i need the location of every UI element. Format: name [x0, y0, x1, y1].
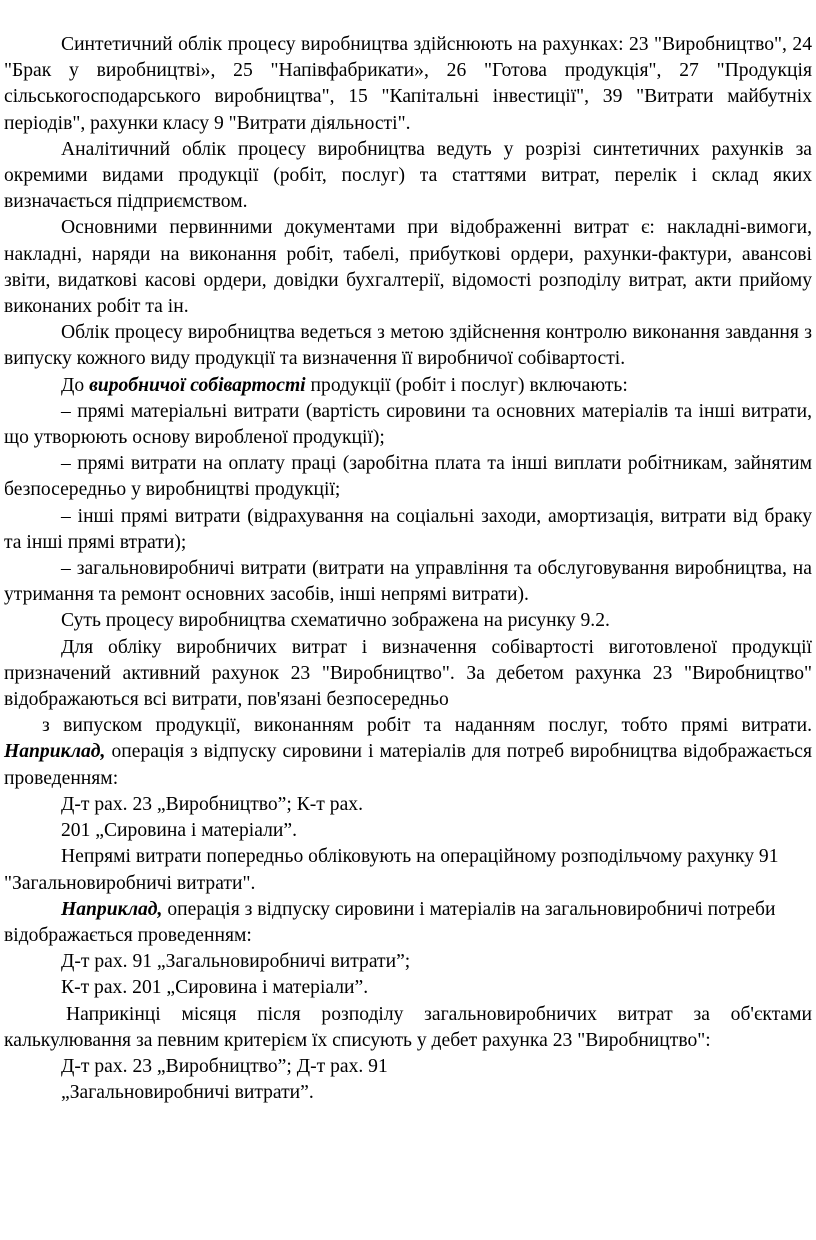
- paragraph-production-cost-intro: [4, 373, 812, 399]
- paragraph-month-end-allocation: Наприкінці місяця після розподілу загальновиробничих витрат за об'єктами калькулювання за певним критерієм їх списують у дебет рахунка 23 "Виробництво":: [4, 1003, 812, 1051]
- paragraph-accounting-purpose: Облік процесу виробництва ведеться з метою здійснення контролю виконання завдання з випуску кожного виду продукції та визначення її виробничої собівартості.: [4, 322, 812, 370]
- list-item-overhead: – загальновиробничі витрати (витрати на управління та обслуговування виробництва, на утримання та ремонт основних засобів, інші непрямі витрати).: [4, 558, 812, 606]
- entry-line-overhead-account: „Загальновиробничі витрати”.: [61, 1082, 314, 1104]
- paragraph-primary-documents: Основними первинними документами при відображенні витрат є: накладні-вимоги, накладні, наряди на виконання робіт, табелі, прибуткові ордери, рахунки-фактури, авансові звіти, видаткові касові ордери, довідки бухгалтерії, відомості розподілу витрат, акти прийому виконаних робіт та ін.: [4, 217, 812, 318]
- list-item-direct-labor: – прямі витрати на оплату праці (заробітна плата та інші виплати робітникам, зайнятим безпосередньо у виробництві продукції;: [4, 453, 812, 501]
- text-segment: операція з відпуску сировини і матеріалів для потреб виробництва відображається проведенням:: [4, 741, 812, 789]
- text-segment: До: [61, 374, 90, 396]
- paragraph-analytic-accounting: Аналітичний облік процесу виробництва ведуть у розрізі синтетичних рахунків за окремими видами продукції (робіт, послуг) та статтями витрат, перелік і склад яких визначається підприємством.: [4, 138, 812, 213]
- paragraph-synthetic-accounting: Синтетичний облік процесу виробництва здійснюють на рахунках: 23 "Виробництво", 24 "Брак у виробництві», 25 "Напівфабрикати», 26 "Готова продукція", 27 "Продукція сільськогосподарського виробництва", 15 "Капітальні інвестиції", 39 "Витрати майбутніх періодів", рахунки класу 9 "Витрати діяльності".: [4, 34, 812, 134]
- emphasis-for-example: Наприклад,: [4, 741, 106, 763]
- text-segment: операція з відпуску сировини і матеріалів на загальновиробничі потреби відображається проведенням:: [4, 898, 776, 946]
- emphasis-for-example: Наприклад,: [61, 898, 163, 920]
- paragraph-direct-costs-example: [4, 713, 812, 792]
- emphasis-production-cost: виробничої собівартості: [89, 374, 306, 396]
- list-item-other-direct: – інші прямі витрати (відрахування на соціальні заходи, амортизація, витрати від браку та інші прямі втрати);: [4, 505, 812, 553]
- entry-line-debit-23: Д-т рах. 23 „Виробництво”; К-т рах.: [61, 793, 363, 815]
- paragraph-account-23: Для обліку виробничих витрат і визначення собівартості виготовленої продукції призначений активний рахунок 23 "Виробництво". За дебетом рахунка 23 "Виробництво" відображаються всі витрати, пов'язані безпосередньо: [4, 636, 812, 711]
- entry-line-debit-23-91: Д-т рах. 23 „Виробництво”; Д-т рах. 91: [61, 1055, 388, 1077]
- entry-line-credit-201: К-т рах. 201 „Сировина і матеріали”.: [61, 977, 369, 999]
- list-item-direct-materials: – прямі матеріальні витрати (вартість сировини та основних матеріалів та інші витрати, що утворюють основу виробленої продукції);: [4, 400, 812, 449]
- text-segment: продукції (робіт і послуг) включають:: [305, 374, 628, 396]
- entry-line-debit-91: Д-т рах. 91 „Загальновиробничі витрати”;: [61, 951, 411, 973]
- entry-line-credit-201: 201 „Сировина і матеріали”.: [61, 820, 297, 842]
- text-segment: з випуском продукції, виконанням робіт та наданням послуг, тобто прямі витрати.: [42, 715, 812, 737]
- paragraph-overhead-example: [4, 897, 812, 949]
- paragraph-figure-reference: Суть процесу виробництва схематично зображена на рисунку 9.2.: [61, 610, 610, 632]
- paragraph-indirect-costs: Непрямі витрати попередньо обліковують на операційному розподільчому рахунку 91 "Загальновиробничі витрати".: [4, 846, 779, 894]
